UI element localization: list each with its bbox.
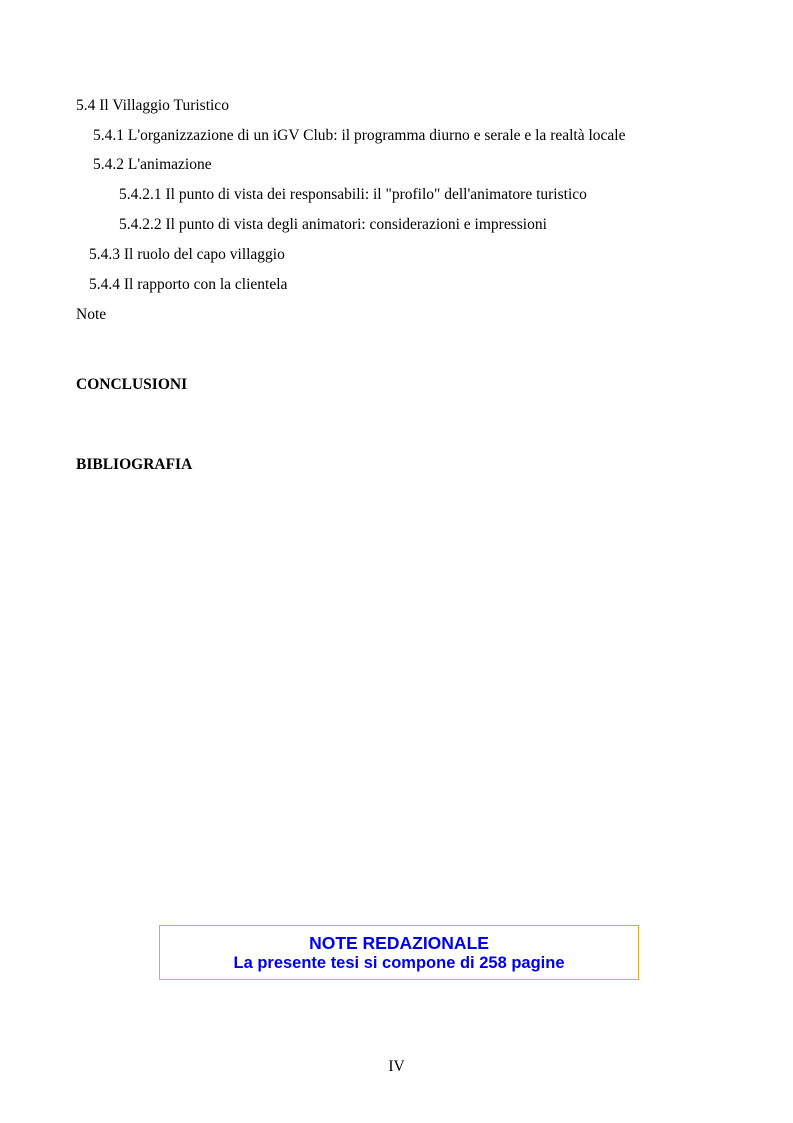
toc-item-5-4-1: 5.4.1 L'organizzazione di un iGV Club: il programma diurno e serale e la realtà locale [93, 127, 626, 144]
toc-item-5-4: 5.4 Il Villaggio Turistico [76, 97, 229, 114]
toc-item-5-4-3: 5.4.3 Il ruolo del capo villaggio [89, 246, 285, 263]
editorial-note-title: NOTE REDAZIONALE [309, 933, 489, 953]
toc-heading-conclusions: CONCLUSIONI [76, 376, 188, 393]
toc-item-5-4-2: 5.4.2 L'animazione [93, 156, 212, 173]
toc-heading-bibliography: BIBLIOGRAFIA [76, 456, 193, 473]
toc-item-note: Note [76, 306, 107, 323]
editorial-note-box [159, 925, 639, 980]
toc-item-5-4-4: 5.4.4 Il rapporto con la clientela [89, 276, 288, 293]
toc-item-5-4-2-1: 5.4.2.1 Il punto di vista dei responsabili: il "profilo" dell'animatore turistico [119, 186, 587, 203]
editorial-note-text: La presente tesi si compone di 258 pagine [233, 954, 565, 972]
page-number: IV [388, 1058, 405, 1075]
toc-item-5-4-2-2: 5.4.2.2 Il punto di vista degli animatori: considerazioni e impressioni [119, 216, 547, 233]
